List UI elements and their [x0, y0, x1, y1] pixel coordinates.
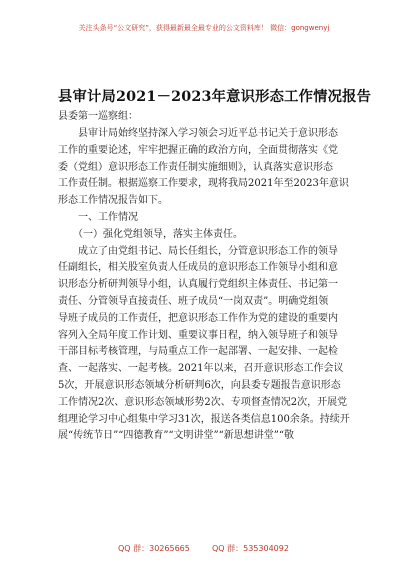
body-line: 县审计局始终坚持深入学习领会习近平总书记关于意识形态	[58, 128, 338, 139]
body-line: 工作的重要论述，牢牢把握正确的政治方向，全面贯彻落实《党	[58, 144, 338, 156]
body-line: 责任、分管领导直接责任、班子成员“一岗双责”。明确党组领	[58, 295, 329, 307]
body-line: 任副组长，相关股室负责人任成员的意识形态工作领导小组和意	[58, 262, 338, 274]
body-line: 委（党组）意识形态工作责任制实施细则》，认真落实意识形态	[58, 161, 333, 173]
document-body	[58, 126, 363, 445]
body-line: 识形态分析研判领导小组，认真履行党组织主体责任、书记第一	[58, 279, 338, 291]
body-line: 组理论学习中心组集中学习31次，报送各类信息100余条。持续开	[58, 413, 350, 425]
body-line: 工作责任制。根据巡察工作要求，现将我局2021年至2023年意识	[58, 178, 349, 190]
body-line: 干部目标考核管理，与局重点工作一起部署、一起安排、一起检	[58, 346, 338, 358]
body-line: 形态工作情况报告如下。	[58, 195, 168, 207]
body-line: 一、工作情况	[58, 211, 138, 223]
body-line: 成立了由党组书记、局长任组长，分管意识形态工作的领导	[58, 245, 338, 257]
header-banner: 关注头条号“公文研究”，获得最新最全最专业的公文资料库！ 微信：gongwenyj	[78, 24, 330, 32]
body-line: （一）强化党组领导，落实主体责任。	[58, 228, 243, 240]
body-line: 5次，开展意识形态领域分析研判6次，向县委专题报告意识形态	[58, 379, 341, 391]
body-line: 展“传统节日”“四德教育”“文明讲堂”“新思想讲堂”“敬	[58, 430, 295, 442]
body-line: 导班子成员的工作责任，把意识形态工作作为党的建设的重要内	[58, 312, 338, 324]
document-title: 县审计局2021－2023年意识形态工作情况报告	[58, 89, 372, 105]
body-line: 工作情况2次、意识形态领域形势2次、专项督查情况2次，开展党	[58, 396, 348, 408]
footer-qq-group-1: QQ 群：30265665	[118, 544, 190, 553]
body-line: 容列入全局年度工作计划、重要议事日程，纳入领导班子和领导	[58, 329, 338, 341]
body-line: 查、一起落实、一起考核。2021年以来，召开意识形态工作会议	[58, 363, 344, 375]
document-recipient: 县委第一巡察组：	[58, 111, 138, 122]
footer-qq-group-2: QQ 群：535304092	[212, 544, 289, 553]
